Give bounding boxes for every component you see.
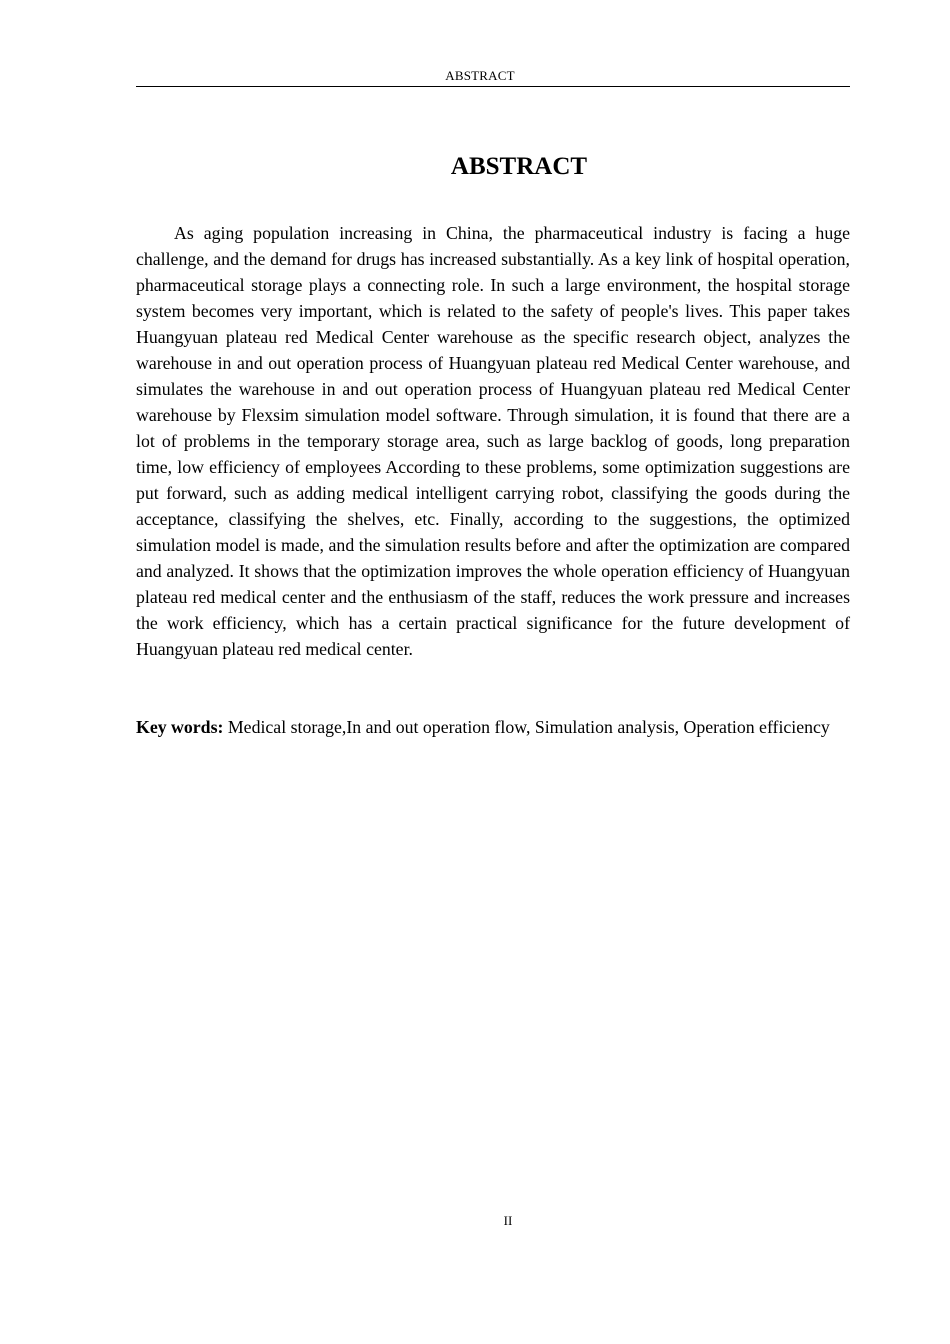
page-number: II [503,1213,513,1228]
running-header [136,67,850,87]
abstract-title: ABSTRACT [450,153,588,180]
keywords-label: Key words: [136,717,224,737]
running-header-title: ABSTRACT [445,68,515,83]
keywords-paragraph [136,714,850,740]
abstract-body: As aging population increasing in China, the pharmaceutical industry is facing a huge challenge, and the demand for drugs has increased substantially. As a key link of hospital operation, pharmaceutical storage plays a connecting role. In such a large environment, the hospital storage system becomes very important, which is related to the safety of people's lives. This paper takes Huangyuan plateau red Medical Center warehouse as the specific research object, analyzes the warehouse in and out operation process of Huangyuan plateau red Medical Center warehouse, and simulates the warehouse in and out operation process of Huangyuan plateau red Medical Center warehouse by Flexsim simulation model software. Through simulation, it is found that there are a lot of problems in the temporary storage area, such as large backlog of goods, long preparation time, low efficiency of employees According to these problems, some optimization suggestions are put forward, such as adding medical intelligent carrying robot, classifying the goods during the acceptance, classifying the shelves, etc. Finally, according to the suggestions, the optimized simulation model is made, and the simulation results before and after the optimization are compared and analyzed. It shows that the optimization improves the whole operation efficiency of Huangyuan plateau red medical center and the enthusiasm of the staff, reduces the work pressure and increases the work efficiency, which has a certain practical significance for the future development of Huangyuan plateau red medical center. [136,223,850,659]
keywords-text: Medical storage,In and out operation flow, Simulation analysis, Operation efficiency [227,717,830,737]
